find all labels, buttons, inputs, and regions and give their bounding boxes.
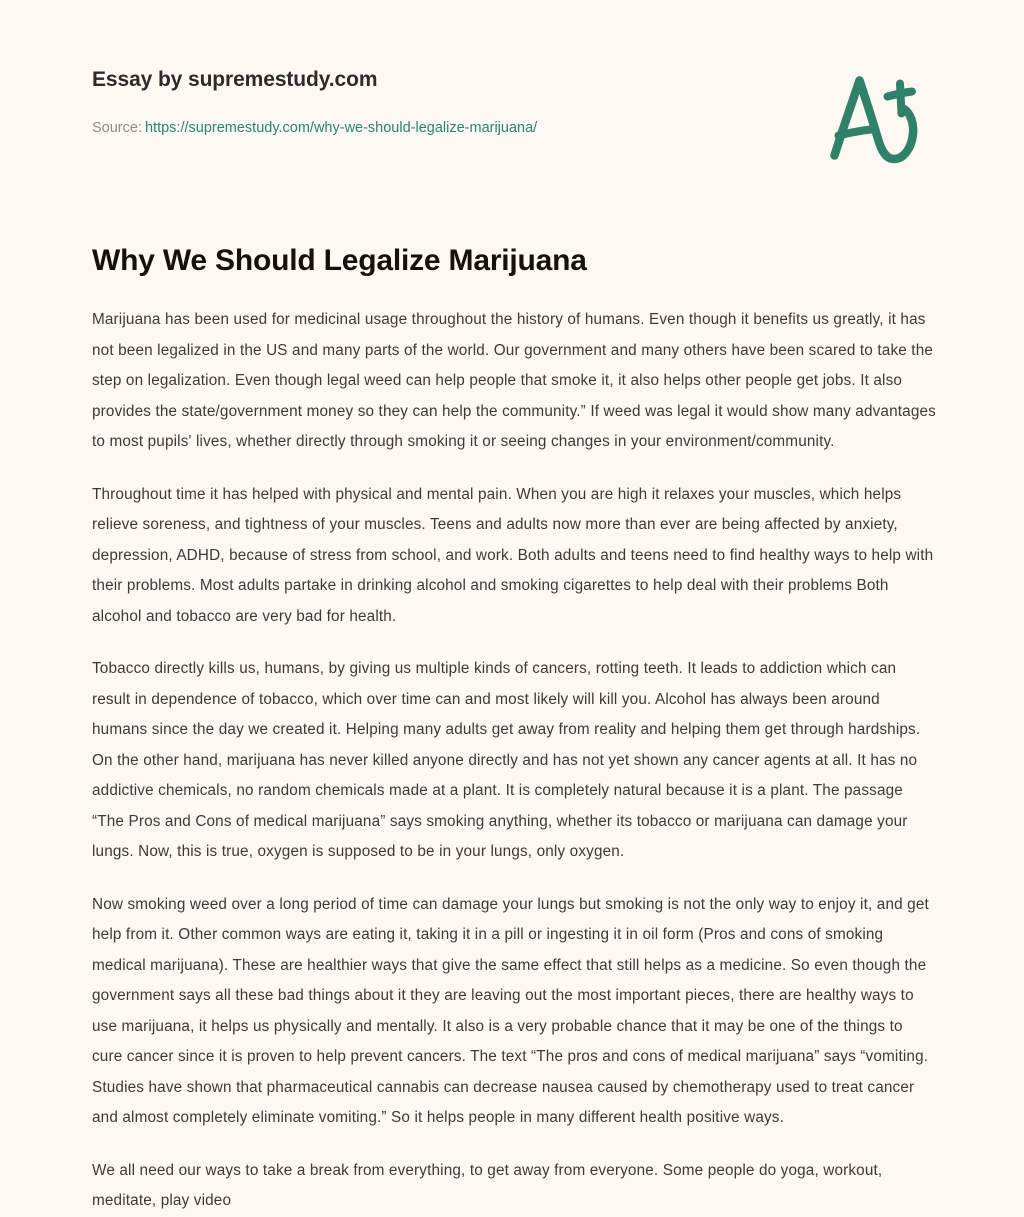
source-row xyxy=(92,120,537,137)
paragraph: Marijuana has been used for medicinal usage throughout the history of humans. Even though it benefits us greatly, it has not been legalized in the US and many parts of the world. Our government and many others have been scared to take the step on legalization. Even though legal weed can help people that smoke it, it also helps other people get jobs. It also provides the state/government money so they can help the community.” If weed was legal it would show many advantages to most pupils' lives, whether directly through smoking it or seeing changes in your environment/community. xyxy=(92,311,936,451)
source-label: Source: xyxy=(92,120,142,136)
page-header xyxy=(0,0,1024,190)
paragraph: We all need our ways to take a break from everything, to get away from everyone. Some people do yoga, workout, meditate, play video xyxy=(92,1161,883,1210)
a-plus-logo-icon xyxy=(812,62,932,172)
paragraph: Tobacco directly kills us, humans, by giving us multiple kinds of cancers, rotting teeth. It leads to addiction which can result in dependence of tobacco, which over time can and most likely will kill you. Alcohol has always been around humans since the day we created it. Helping many adults get away from reality and helping them get through hardships. On the other hand, marijuana has never killed anyone directly and has not yet shown any cancer agents at all. It has no addictive chemicals, no random chemicals made at a plant. It is completely natural because it is a plant. The passage “The Pros and Cons of medical marijuana” says smoking anything, whether its tobacco or marijuana can damage your lungs. Now, this is true, oxygen is supposed to be in your lungs, only oxygen. xyxy=(92,660,921,861)
article xyxy=(92,243,937,1217)
source-url-link[interactable]: https://supremestudy.com/why-we-should-legalize-marijuana/ xyxy=(144,120,538,136)
article-body xyxy=(92,305,937,1217)
paragraph: Now smoking weed over a long period of time can damage your lungs but smoking is not the only way to enjoy it, and get help from it. Other common ways are eating it, taking it in a pill or ingesting it in oil form (Pros and cons of smoking medical marijuana). These are healthier ways that give the same effect that still helps as a medicine. So even though the government says all these bad things about it they are leaving out the most important pieces, there are healthy ways to use marijuana, it helps us physically and mentally. It also is a very probable chance that it may be one of the things to cure cancer since it is proven to help prevent cancers. The text “The pros and cons of medical marijuana” says “vomiting. Studies have shown that pharmaceutical cannabis can decrease nausea caused by chemotherapy used to treat cancer and almost completely eliminate vomiting.” So it helps people in many different health positive ways. xyxy=(92,895,929,1127)
byline: Essay by supremestudy.com xyxy=(92,68,378,91)
a-plus-logo xyxy=(812,62,932,172)
page-title: Why We Should Legalize Marijuana xyxy=(92,244,587,277)
paragraph: Throughout time it has helped with physical and mental pain. When you are high it relaxes your muscles, which helps relieve soreness, and tightness of your muscles. Teens and adults now more than ever are being affected by anxiety, depression, ADHD, because of stress from school, and work. Both adults and teens need to find healthy ways to help with their problems. Most adults partake in drinking alcohol and smoking cigarettes to help deal with their problems Both alcohol and tobacco are very bad for health. xyxy=(92,485,934,625)
